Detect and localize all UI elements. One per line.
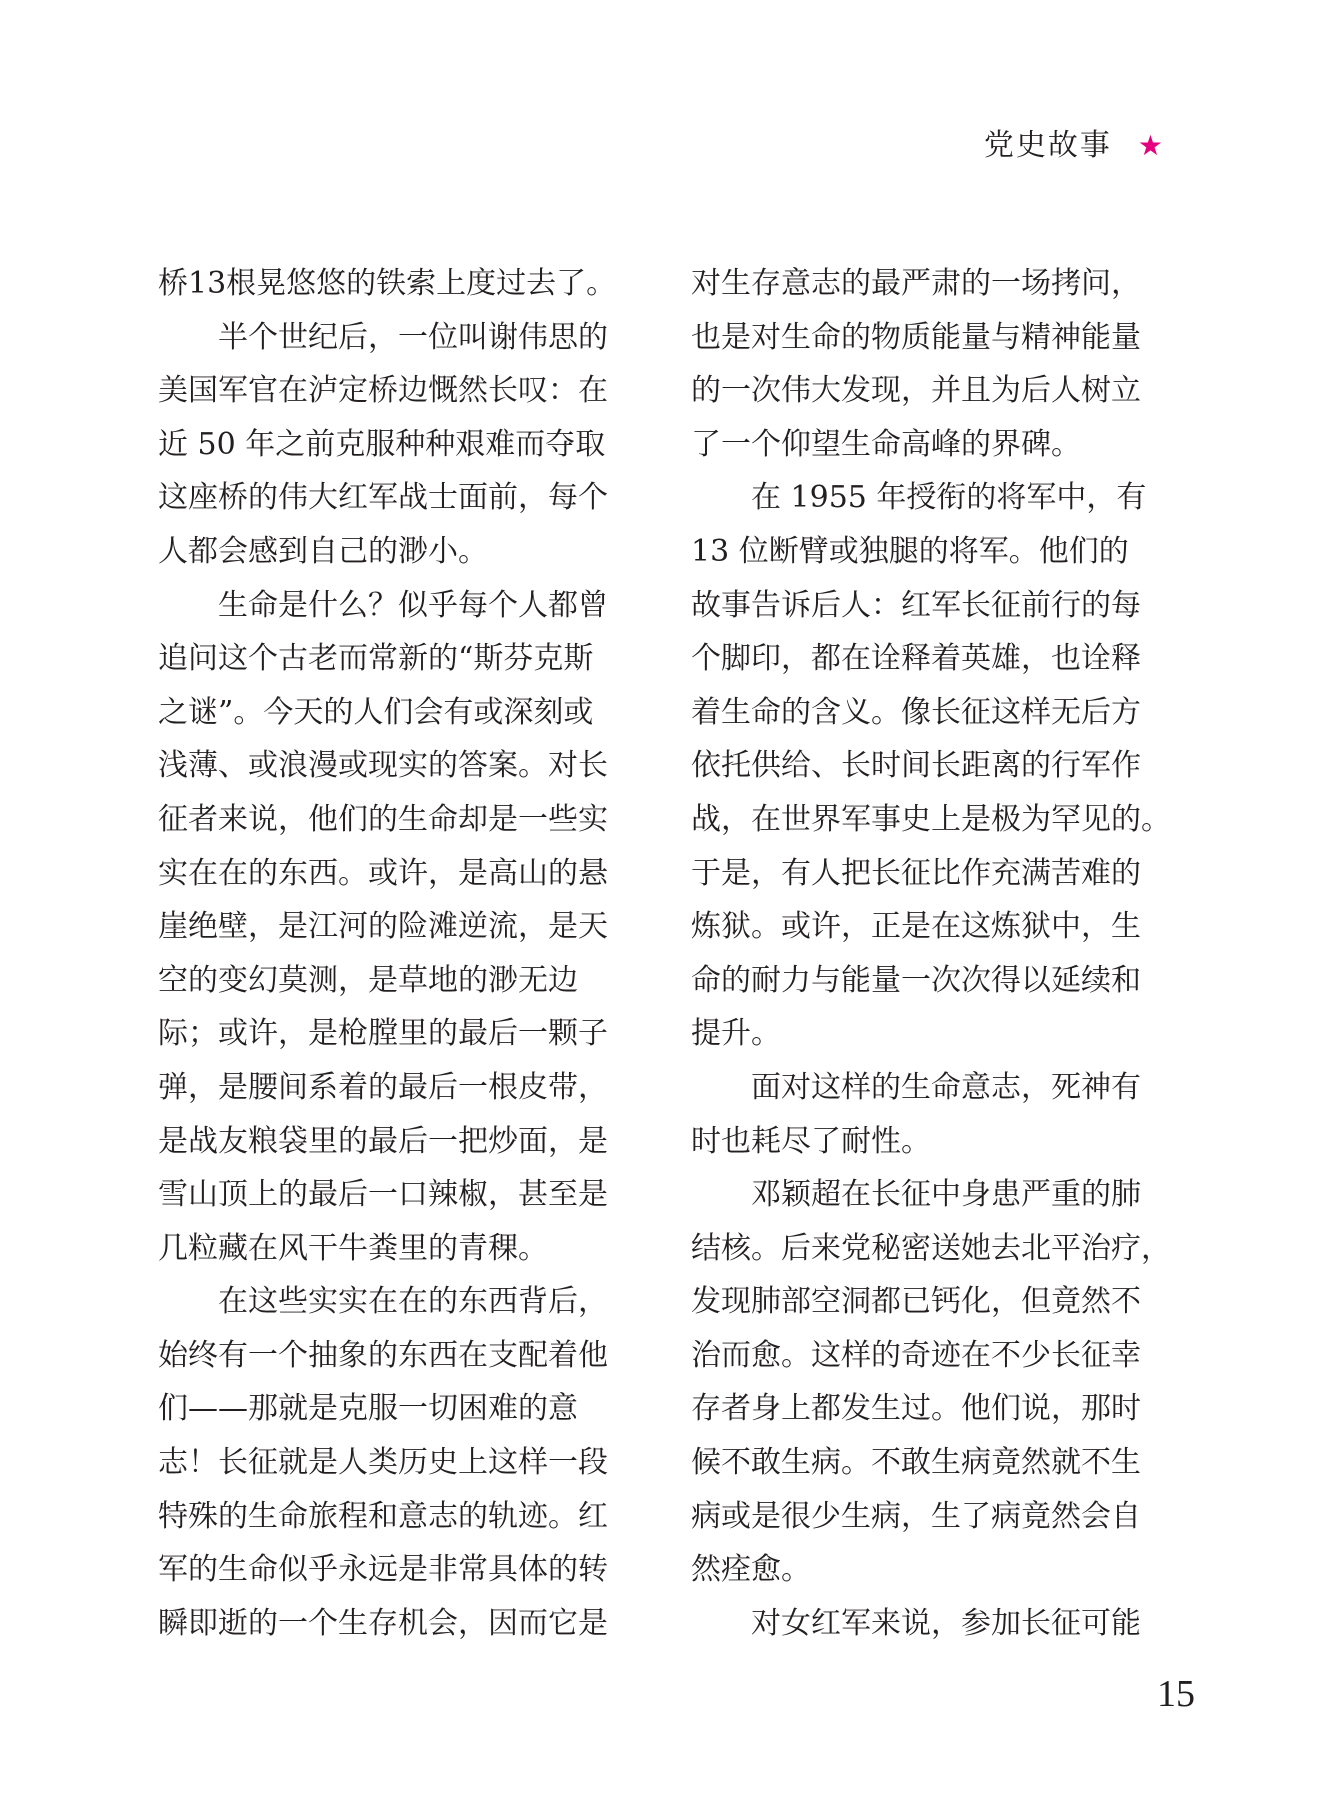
- text-line: 发现肺部空洞都已钙化，但竟然不: [691, 1284, 1141, 1320]
- text-line: 提升。: [691, 1016, 781, 1052]
- text-line: 在 1955 年授衔的将军中，有: [751, 480, 1147, 516]
- text-line: 始终有一个抽象的东西在支配着他: [158, 1337, 608, 1373]
- text-line: 于是，有人把长征比作充满苦难的: [691, 855, 1141, 891]
- text-line: 的一次伟大发现，并且为后人树立: [691, 373, 1141, 409]
- running-header: [984, 128, 1163, 164]
- text-line: 在这些实实在在的东西背后，: [218, 1284, 608, 1320]
- text-line: 这座桥的伟大红军战士面前，每个: [158, 480, 608, 516]
- text-line: 军的生命似乎永远是非常具体的转: [158, 1552, 608, 1588]
- text-line: 对女红军来说，参加长征可能: [751, 1605, 1141, 1641]
- text-column-right: [691, 257, 1171, 1650]
- text-line: 瞬即逝的一个生存机会，因而它是: [158, 1605, 608, 1641]
- text-line: 雪山顶上的最后一口辣椒，甚至是: [158, 1177, 608, 1213]
- text-line: 半个世纪后，一位叫谢伟思的: [218, 319, 608, 355]
- text-line: 炼狱。或许，正是在这炼狱中，生: [691, 909, 1141, 945]
- text-line: 故事告诉后人：红军长征前行的每: [691, 587, 1141, 623]
- text-line: 然痊愈。: [691, 1552, 811, 1588]
- text-line: 之谜”。今天的人们会有或深刻或: [158, 694, 594, 730]
- section-title: 党史故事: [983, 128, 1112, 163]
- text-line: 美国军官在泸定桥边慨然长叹：在: [158, 373, 608, 409]
- text-line: 战，在世界军事史上是极为罕见的。: [691, 801, 1171, 837]
- text-line: 邓颖超在长征中身患严重的肺: [751, 1177, 1141, 1213]
- text-line: 征者来说，他们的生命却是一些实: [158, 801, 608, 837]
- text-line: 存者身上都发生过。他们说，那时: [691, 1391, 1141, 1427]
- text-line: 追问这个古老而常新的“斯芬克斯: [158, 641, 594, 677]
- text-line: 个脚印，都在诠释着英雄，也诠释: [691, 641, 1141, 677]
- text-line: 命的耐力与能量一次次得以延续和: [691, 962, 1141, 998]
- text-column-left: [158, 257, 628, 1650]
- text-line: 是战友粮袋里的最后一把炒面，是: [158, 1123, 608, 1159]
- text-line: 也是对生命的物质能量与精神能量: [691, 319, 1141, 355]
- text-line: 特殊的生命旅程和意志的轨迹。红: [158, 1498, 608, 1534]
- text-line: 人都会感到自己的渺小。: [158, 533, 488, 569]
- text-line: 依托供给、长时间长距离的行军作: [691, 748, 1141, 784]
- text-line: 候不敢生病。不敢生病竟然就不生: [691, 1445, 1141, 1481]
- text-line: 崖绝壁，是江河的险滩逆流，是天: [158, 909, 608, 945]
- text-line: 13 位断臂或独腿的将军。他们的: [691, 533, 1129, 569]
- text-line: 对生存意志的最严肃的一场拷问，: [691, 266, 1141, 301]
- text-line: 们——那就是克服一切困难的意: [158, 1391, 578, 1427]
- text-line: 空的变幻莫测，是草地的渺无边: [158, 962, 578, 998]
- star-icon: ★: [1137, 129, 1163, 162]
- page-number: 15: [1157, 1673, 1195, 1715]
- text-line: 着生命的含义。像长征这样无后方: [691, 694, 1141, 730]
- text-line: 志！长征就是人类历史上这样一段: [158, 1445, 608, 1481]
- text-line: 实在在的东西。或许，是高山的悬: [158, 855, 608, 891]
- text-line: 时也耗尽了耐性。: [691, 1123, 931, 1159]
- text-line: 弹，是腰间系着的最后一根皮带，: [158, 1069, 608, 1105]
- text-line: 浅薄、或浪漫或现实的答案。对长: [158, 748, 608, 784]
- text-line: 生命是什么？似乎每个人都曾: [218, 587, 608, 623]
- text-line: 了一个仰望生命高峰的界碑。: [691, 426, 1081, 462]
- text-line: 近 50 年之前克服种种艰难而夺取: [158, 426, 606, 462]
- text-line: 病或是很少生病，生了病竟然会自: [691, 1498, 1141, 1534]
- text-line: 结核。后来党秘密送她去北平治疗，: [691, 1230, 1171, 1266]
- text-line: 面对这样的生命意志，死神有: [751, 1069, 1141, 1105]
- text-line: 桥13根晃悠悠的铁索上度过去了。: [158, 266, 617, 301]
- text-line: 几粒藏在风干牛粪里的青稞。: [158, 1230, 548, 1266]
- text-line: 治而愈。这样的奇迹在不少长征幸: [691, 1337, 1141, 1373]
- text-line: 际；或许，是枪膛里的最后一颗子: [158, 1016, 608, 1052]
